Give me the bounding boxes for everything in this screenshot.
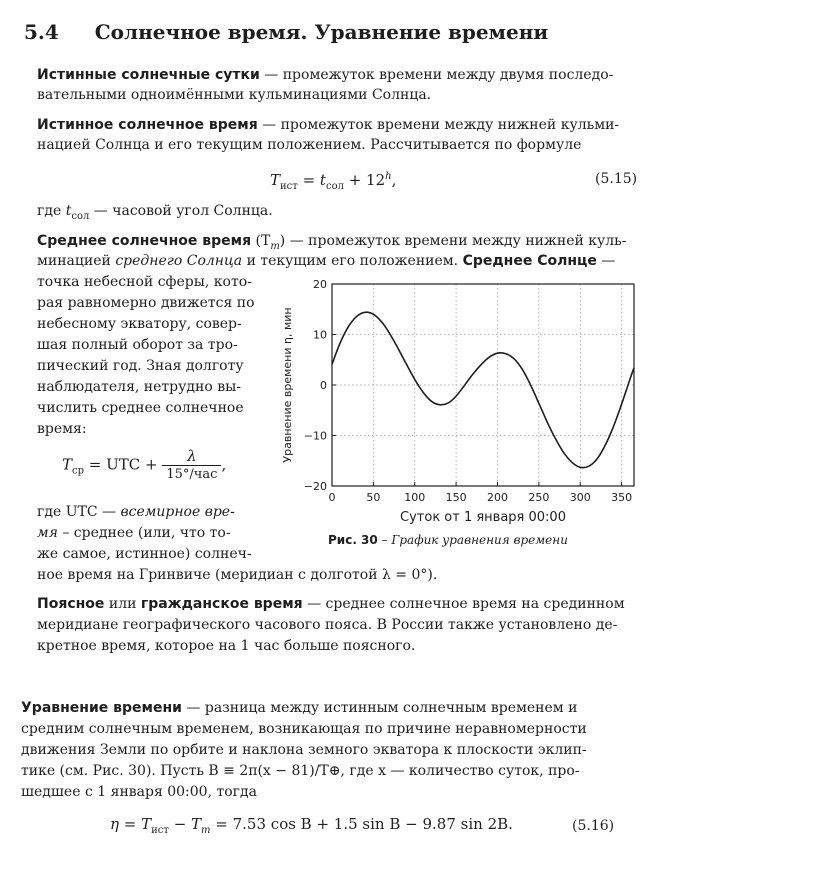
p4-line2: мя – среднее (или, что то-: [37, 525, 231, 541]
p3-left-line2: рая равномерно движется по: [37, 295, 255, 311]
x-tick-label: 0: [328, 491, 336, 504]
p6-line3: движения Земли по орбите и наклона земного экватора к плоскости эклип-: [21, 742, 587, 758]
p5-line3: кретное время, которое на 1 час больше поясного.: [37, 638, 416, 654]
section-title: Солнечное время. Уравнение времени: [94, 20, 549, 44]
p6-line1: Уравнение времени — разница между истинным солнечным временем и: [21, 700, 578, 716]
y-axis-label: Уравнение времени η, мин: [281, 307, 294, 463]
figure-label: Рис. 30: [328, 533, 378, 547]
p2-line2: нацией Солнца и его текущим положением. Рассчитывается по формуле: [37, 137, 582, 153]
p1-text1: — промежуток времени между двумя последо-: [259, 67, 614, 83]
p3-line1: Среднее солнечное время $(T_m)$ — промежуток времени между нижней куль-: [37, 233, 627, 252]
p3-left-line7: числить среднее солнечное: [37, 400, 244, 416]
y-tick-label: −10: [303, 429, 327, 443]
p3-left-line4: шая полный оборот за тро-: [37, 337, 238, 353]
p3-left-line3: небесному экватору, совер-: [37, 316, 242, 332]
p2-line1: [37, 116, 619, 134]
equation-5-15: $T_{ист} = t_{сол} + 12^h$,: [270, 171, 397, 192]
x-tick-label: 250: [528, 491, 550, 504]
equation-number-5-16: (5.16): [572, 818, 615, 834]
p3-left-line8: время:: [37, 421, 87, 437]
section-heading: [24, 20, 548, 44]
series-line: [332, 312, 634, 467]
p1-line1: [37, 66, 613, 84]
x-tick-label: 300: [569, 491, 591, 504]
y-tick-label: 0: [320, 379, 327, 392]
where-t-sol: где $t_{сол}$ — часовой угол Солнца.: [37, 203, 273, 222]
p5-line1: Поясное или гражданское время — среднее солнечное время на срединном: [37, 596, 625, 612]
x-tick-label: 350: [611, 491, 633, 504]
p3-left-line6: наблюдателя, нетрудно вы-: [37, 379, 241, 395]
x-tick-label: 50: [366, 491, 381, 504]
p3-left-line1: точка небесной сферы, кото-: [37, 274, 252, 290]
x-tick-label: 200: [486, 491, 508, 504]
p6-line4: тике (см. Рис. 30). Пусть B ≡ 2π(x − 81)/T⊕, где x — количество суток, про-: [21, 763, 580, 779]
equation-of-time-chart: [275, 270, 645, 540]
p4-line1: где UTC — всемирное вре-: [37, 504, 235, 520]
y-tick-label: 20: [313, 278, 327, 291]
y-tick-label: −20: [303, 480, 327, 493]
equation-number-5-15: (5.15): [595, 171, 638, 187]
p1-term: Истинные солнечные сутки: [37, 67, 260, 83]
chart-ticks: [304, 278, 632, 504]
x-axis-label: Суток от 1 января 00:00: [400, 510, 566, 525]
equation-5-16: $\eta = T_{ист} - T_m = 7.53$ cos B + 1.5 sin B − 9.87 sin 2B.: [110, 815, 513, 836]
p5-line2: меридиане географического часового пояса. В России также установлено де-: [37, 617, 618, 633]
figure-caption-text: График уравнения времени: [391, 533, 568, 547]
p3-line2: минацией среднего Солнца и текущим его положением. Среднее Солнце —: [37, 253, 616, 269]
x-tick-label: 150: [445, 491, 467, 504]
equation-t-cp: $T_{ср}$ = UTC + $\frac{\lambda}{\text{15°/час}}$ ,: [62, 447, 227, 482]
fraction: $\frac{\lambda}{\text{15°/час}}$: [162, 447, 221, 484]
x-tick-label: 100: [404, 491, 426, 504]
p2-text1: — промежуток времени между нижней кульми-: [257, 117, 620, 133]
p1-line2: вательными одноимёнными кульминациями Солнца.: [37, 87, 432, 103]
p6-line5: шедшее с 1 января 00:00, тогда: [21, 784, 257, 800]
p4-line3: же самое, истинное) солнеч-: [37, 546, 252, 562]
figure-caption: Рис. 30 – График уравнения времени: [328, 533, 568, 547]
chart-grid: [332, 284, 634, 486]
p2-term: Истинное солнечное время: [37, 117, 258, 133]
p3-term: Среднее солнечное время: [37, 233, 252, 249]
p3-term2: Среднее Солнце: [462, 253, 597, 269]
section-number: 5.4: [24, 20, 59, 44]
p6-line2: средним солнечным временем, возникающая по причине неравномерности: [21, 721, 587, 737]
y-tick-label: 10: [313, 328, 327, 342]
p4-line4: ное время на Гринвиче (меридиан с долготой λ = 0°).: [37, 567, 438, 583]
p3-left-line5: пический год. Зная долготу: [37, 358, 244, 374]
